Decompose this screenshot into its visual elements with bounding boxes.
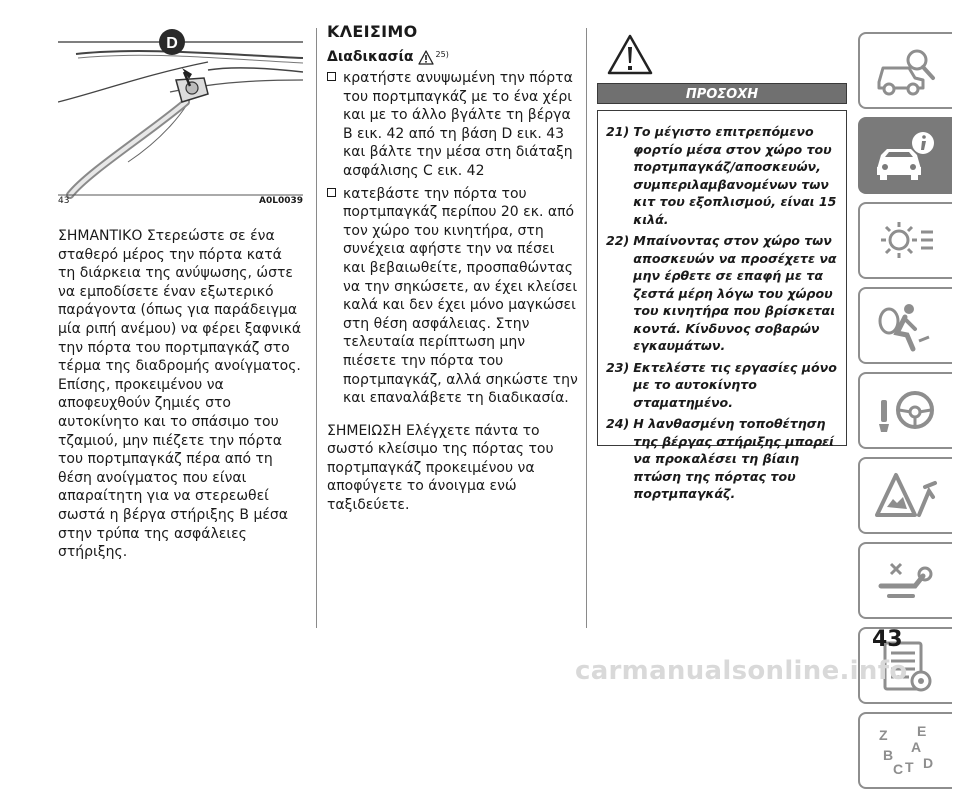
closing-section (327, 22, 579, 515)
index-letter: C (893, 760, 904, 777)
tab-car-info[interactable] (858, 117, 952, 194)
figure-caption (58, 196, 303, 210)
warning-panel (597, 34, 847, 501)
warning-item-text: Το μέγιστο επιτρεπόμενο φορτίο μέσα στον χώρο του πορτμπαγκάζ/αποσκευών, συμπεριλαμβανομένων των κιτ του εξοπλισμού, είναι 15 κιλά. (633, 124, 837, 227)
warning-item-text: Μπαίνοντας στον χώρο των αποσκευών να προσέχετε να μην έρθετε σε επαφή με τα ζεστά μέρη λόγω του χώρου του κινητήρα που βρίσκεται κοντά. Κίνδυνος σοβαρών εγκαυμάτων. (633, 233, 837, 353)
checkbox-bullet-icon (327, 72, 336, 81)
procedure-heading (327, 49, 579, 65)
maintenance-tools-icon (871, 552, 941, 610)
breakdown-triangle-icon (871, 467, 941, 525)
warning-item-text: Η λανθασμένη τοποθέτηση της βέργας στήριξης μπορεί να προκαλέσει τη βίαιη πτώση της πόρτας του πορτμπαγκάζ. (633, 416, 835, 501)
column-divider-right (586, 28, 587, 628)
index-letter: Z (879, 726, 888, 743)
page-number: 43 (872, 627, 903, 652)
section-title: ΚΛΕΙΣΙΜΟ (327, 22, 418, 41)
tab-warning-lights[interactable] (858, 202, 952, 279)
step-text: κρατήστε ανυψωμένη την πόρτα του πορτμπαγκάζ με το ένα χέρι και με το άλλο βγάλτε τη βέργα B εικ. 42 από τη βάση D εικ. 43 και βάλτε την μέσα στη διάταξη ασφάλισης C εικ. 42 (343, 70, 573, 179)
large-warning-triangle-icon (607, 34, 653, 75)
tab-car-search[interactable] (858, 32, 952, 109)
tab-emergency[interactable] (858, 457, 952, 534)
warning-item-text: Εκτελέστε τις εργασίες μόνο με το αυτοκίνητο σταματημένο. (633, 359, 837, 410)
tab-driving[interactable] (858, 372, 952, 449)
procedure-title: Διαδικασία (327, 49, 414, 65)
index-letter: A (911, 738, 922, 755)
step-text: κατεβάστε την πόρτα του πορτμπαγκάζ περίπου 20 εκ. από τον χώρο του κινητήρα, στη συνέχεια αφήστε την να πέσει και βεβαιωθείτε, προσπαθώντας να την σηκώσετε, αν έχει κλείσει καλά και δεν έχει μόνο μαγκώσει στη θέση ασφάλειας. Στην τελευταία περίπτωση μην πιέσετε την πόρτα του πορτμπαγκάζ, αλλά σηκώστε την και επαναλάβετε τη διαδικασία. (343, 185, 578, 407)
warning-item (606, 232, 838, 355)
warning-item-number: 23) (606, 359, 630, 375)
figure-43 (58, 22, 303, 215)
car-search-icon (871, 42, 941, 100)
airbag-person-icon (871, 297, 941, 355)
warning-item-number: 24) (606, 416, 630, 431)
figure-callout-d: D (166, 35, 178, 52)
index-letter: D (923, 754, 934, 771)
index-letter: T (905, 758, 914, 775)
figure-code: A0L0039 (258, 196, 303, 206)
warning-box (597, 110, 847, 501)
warning-lights-icon (871, 212, 941, 270)
index-letter: E (917, 722, 927, 739)
steering-wheel-icon (871, 382, 941, 440)
tab-index[interactable] (858, 712, 952, 789)
figure-number: 43 (58, 196, 70, 206)
figure-illustration (58, 22, 303, 215)
column-divider-left (316, 28, 317, 628)
important-paragraph: ΣΗΜΑΝΤΙΚΟ Στερεώστε σε ένα σταθερό μέρος την πόρτα κατά τη διάρκεια της ανύψωσης, ώστε να εμποδίσετε έναν εξωτερικό παράγοντα (όπως για παράδειγμα μία ριπή ανέμου) να φέρει ξαφνικά την πόρτα του πορτμπαγκάζ στο τέρμα της διαδρομής ανοίγματος. Επίσης, προκειμένου να αποφευχθούν ζημιές στο αυτοκίνητο και το σπάσιμο του τζαμιού, μην πιέζετε την πόρτα του πορτμπαγκάζ πέρα από τη θέση ανοίγματος που είναι απαραίτητη για να στερεωθεί σωστά η βέργα στήριξης B μέσα στην τρύπα της ασφάλειες στήριξης. (58, 228, 302, 561)
warning-item-number: 22) (606, 233, 630, 248)
warning-item (606, 415, 838, 503)
checkbox-bullet-icon (327, 188, 336, 197)
warning-reference: 25) (435, 50, 449, 59)
tab-maintenance[interactable] (858, 542, 952, 619)
procedure-step (327, 69, 579, 181)
footer-watermark: carmanualsonline.info (575, 656, 908, 686)
warning-item-number: 21) (606, 124, 630, 139)
warning-item (606, 123, 838, 228)
warning-item (606, 359, 838, 412)
warning-header: ΠΡΟΣΟΧΗ (597, 83, 847, 104)
tab-safety[interactable] (858, 287, 952, 364)
alphabetical-index-icon (871, 722, 941, 780)
index-letter: B (883, 746, 894, 763)
procedure-step (327, 185, 579, 408)
note-paragraph: ΣΗΜΕΙΩΣΗ Ελέγχετε πάντα το σωστό κλείσιμο της πόρτας του πορτμπαγκάζ προκειμένου να αποφύγετε το άνοιγμα ενώ ταξιδεύετε. (327, 422, 554, 514)
car-info-icon (871, 127, 941, 185)
warning-triangle-icon (418, 50, 434, 65)
